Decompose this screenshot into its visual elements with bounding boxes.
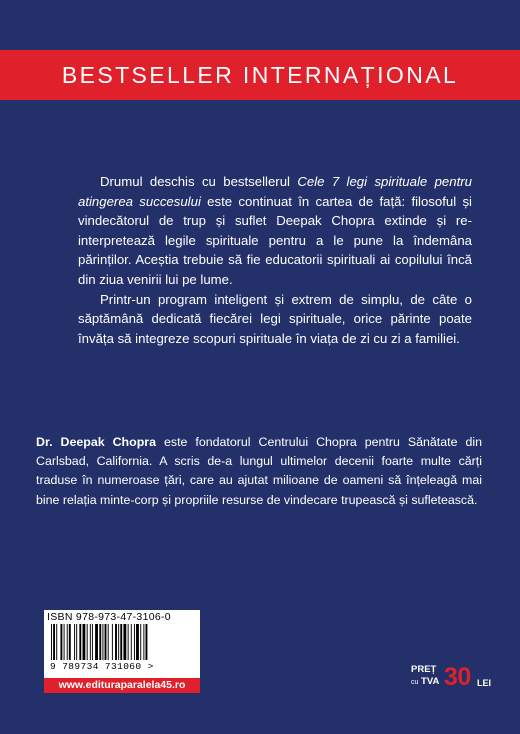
back-cover-blurb — [78, 172, 472, 348]
publisher-website[interactable]: www.edituraparalela45.ro — [44, 678, 200, 693]
author-bio-text: este fondatorul Centrului Chopra pentru Sănătate din Carlsbad, California. A scris de-a lungul ultimelor decenii foarte multe cărți traduse în numeroase țări, care au ajutat milioane de oameni să înțeleagă mai bine relația minte-corp și propriile resurse de vindecare trupească și sufletească. — [36, 435, 482, 507]
barcode-digits: 9 789734 731060 > — [50, 661, 154, 672]
author-bio — [36, 433, 482, 510]
blurb-paragraph-1 — [78, 172, 472, 290]
banner-text: BESTSELLER INTERNAȚIONAL — [61, 61, 459, 88]
price-vat-note — [411, 676, 439, 687]
author-name: Dr. Deepak Chopra — [36, 435, 156, 449]
price-tag — [411, 664, 501, 694]
book-title-reference: Cele 7 legi spirituale pentru atingerea succesului — [78, 174, 472, 209]
price-vat: TVA — [421, 676, 440, 687]
blurb-paragraph-2: Printr-un program inteligent și extrem de simplu, de câte o săptămână dedicată fiecărei legi spirituale, orice părinte poate învăța să integreze scopuri spirituale în viața de zi cu zi a familiei. — [78, 291, 472, 346]
price-with: cu — [411, 679, 419, 686]
bestseller-banner — [0, 50, 520, 100]
price-currency: LEI — [477, 678, 492, 688]
blurb-p1-start: Drumul deschis cu bestsellerul — [100, 174, 298, 189]
price-value: 30 — [444, 663, 471, 691]
barcode-icon — [50, 624, 194, 662]
blurb-p1-end: este continuat în cartea de față: filosoful și vindecătorul de trup și suflet Deepak Chopra extinde și re-interpretează legile spirituale pentru a le pune la îndemâna părinților. Aceștia trebuie să fie educatorii spirituali ai copilului încă din ziua venirii lui pe lume. — [78, 193, 472, 287]
isbn-label: ISBN 978-973-47-3106-0 — [47, 611, 171, 623]
price-label: PREȚ — [411, 664, 437, 675]
